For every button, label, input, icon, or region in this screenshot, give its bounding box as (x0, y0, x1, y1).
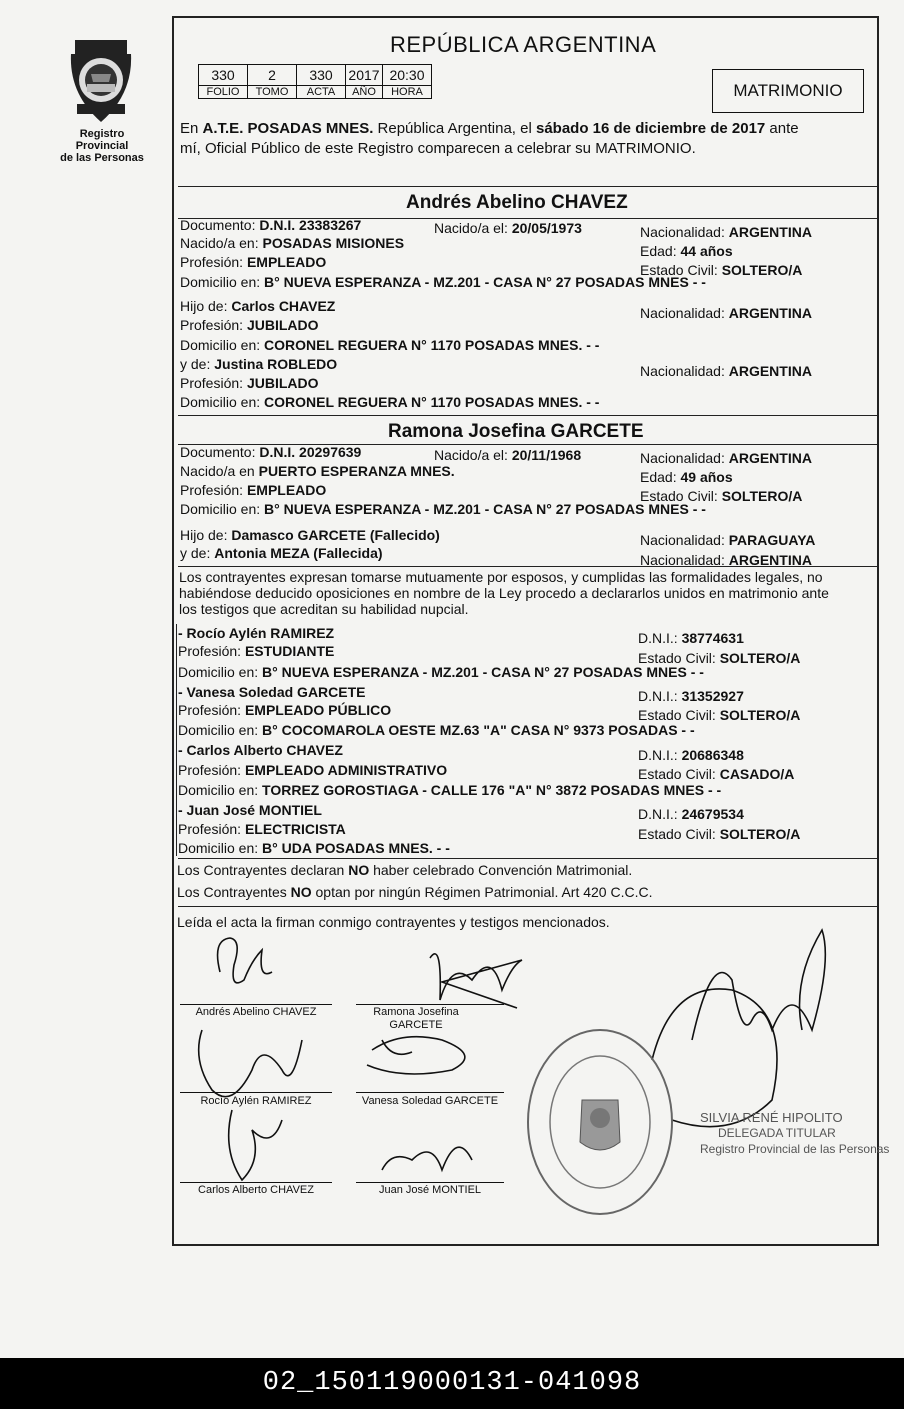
witness3-name: - Carlos Alberto CHAVEZ (178, 742, 343, 758)
spouse1-mother-address: Domicilio en: CORONEL REGUERA N° 1170 POSADAS MNES. - - (180, 394, 600, 410)
spouse1-age: Edad: 44 años (640, 243, 733, 259)
spouse1-document: Documento: D.N.I. 23383267 (180, 217, 362, 233)
spouse1-birthplace: Nacido/a en: POSADAS MISIONES (180, 235, 405, 251)
signature-scribble-4 (367, 1037, 465, 1074)
spouse2-father: Hijo de: Damasco GARCETE (Fallecido) (180, 527, 440, 543)
folio-label: FOLIO (199, 86, 248, 99)
closing-statement: Leída el acta la firman conmigo contrayentes y testigos mencionados. (177, 914, 610, 930)
official-name: SILVIA RENÉ HIPOLITO (700, 1110, 843, 1125)
witness4-name: - Juan José MONTIEL (178, 802, 322, 818)
signature-line (180, 1092, 332, 1093)
signature-scribble-1 (218, 938, 272, 983)
spouse2-mother-nationality: Nacionalidad: ARGENTINA (640, 552, 812, 568)
divider (178, 415, 879, 416)
record-type-box: MATRIMONIO (712, 69, 864, 113)
registry-caption (52, 128, 152, 164)
hora-label: HORA (383, 86, 432, 99)
hora-value: 20:30 (383, 65, 432, 86)
spouse1-father-nationality: Nacionalidad: ARGENTINA (640, 305, 812, 321)
witness3-civil-status: Estado Civil: CASADO/A (638, 766, 795, 782)
province-emblem-icon (61, 34, 143, 126)
intro-line1: En A.T.E. POSADAS MNES. República Argentina, el sábado 16 de diciembre de 2017 ante (180, 120, 799, 137)
witness2-profession: Profesión: EMPLEADO PÚBLICO (178, 702, 392, 718)
regime-statement: Los Contrayentes NO optan por ningún Régimen Patrimonial. Art 420 C.C.C. (177, 884, 653, 900)
signature-line (180, 1004, 332, 1005)
signature-name-spouse1: Andrés Abelino CHAVEZ (195, 1006, 317, 1018)
spouse1-father-address: Domicilio en: CORONEL REGUERA N° 1170 POSADAS MNES. - - (180, 337, 600, 353)
tomo-value: 2 (248, 65, 297, 86)
witness1-profession: Profesión: ESTUDIANTE (178, 643, 335, 659)
spouse2-father-nationality: Nacionalidad: PARAGUAYA (640, 532, 816, 548)
witness4-profession: Profesión: ELECTRICISTA (178, 821, 346, 837)
registry-caption-line1: Registro Provincial (75, 128, 129, 152)
declaration-line1: Los contrayentes expresan tomarse mutuamente por esposos, y cumplidas las formalidades legales, no (179, 569, 823, 585)
witness1-dni: D.N.I.: 38774631 (638, 630, 744, 646)
spouse1-father: Hijo de: Carlos CHAVEZ (180, 298, 336, 314)
convention-statement: Los Contrayentes declaran NO haber celebrado Convención Matrimonial. (177, 862, 633, 878)
intro-line2: mí, Oficial Público de este Registro comparecen a celebrar su MATRIMONIO. (180, 140, 696, 157)
witness3-address: Domicilio en: TORREZ GOROSTIAGA - CALLE 176 "A" N° 3872 POSADAS MNES - - (178, 782, 722, 798)
spouse1-birthdate: Nacido/a el: 20/05/1973 (434, 220, 582, 236)
declaration-line3: los testigos que acreditan su habilidad nupcial. (179, 601, 469, 617)
spouse1-name: Andrés Abelino CHAVEZ (406, 192, 628, 213)
signature-scribble-2 (430, 954, 522, 1008)
witness3-profession: Profesión: EMPLEADO ADMINISTRATIVO (178, 762, 448, 778)
spouse2-name: Ramona Josefina GARCETE (388, 421, 644, 442)
witness2-civil-status: Estado Civil: SOLTERO/A (638, 707, 801, 723)
tomo-label: TOMO (248, 86, 297, 99)
spouse1-civil-status: Estado Civil: SOLTERO/A (640, 262, 803, 278)
registry-table (198, 64, 432, 99)
spouse1-nationality: Nacionalidad: ARGENTINA (640, 224, 812, 240)
acta-label: ACTA (297, 86, 346, 99)
document-id-footer: 02_150119000131-041098 (0, 1358, 904, 1409)
witness-margin-line (176, 624, 177, 856)
divider (178, 906, 879, 907)
spouse2-civil-status: Estado Civil: SOLTERO/A (640, 488, 803, 504)
witness1-civil-status: Estado Civil: SOLTERO/A (638, 650, 801, 666)
spouse1-address: Domicilio en: B° NUEVA ESPERANZA - MZ.201 - CASA N° 27 POSADAS MNES - - (180, 274, 706, 290)
registry-caption-line2: de las Personas (60, 152, 144, 164)
divider (178, 566, 879, 567)
spouse1-profession: Profesión: EMPLEADO (180, 254, 327, 270)
signature-line (356, 1092, 504, 1093)
signature-name-witness1: Rocío Aylén RAMIREZ (200, 1095, 312, 1107)
document-title: REPÚBLICA ARGENTINA (390, 32, 657, 57)
signature-line (356, 1182, 504, 1183)
spouse2-mother: y de: Antonia MEZA (Fallecida) (180, 545, 383, 561)
witness2-address: Domicilio en: B° COCOMAROLA OESTE MZ.63 "A" CASA N° 9373 POSADAS - - (178, 722, 695, 738)
anio-value: 2017 (346, 65, 383, 86)
anio-label: AÑO (346, 86, 383, 99)
official-office: Registro Provincial de las Personas (700, 1142, 890, 1156)
signature-name-witness2: Vanesa Soledad GARCETE (361, 1095, 499, 1107)
spouse2-birthplace: Nacido/a en PUERTO ESPERANZA MNES. (180, 463, 455, 479)
folio-value: 330 (199, 65, 248, 86)
witness1-address: Domicilio en: B° NUEVA ESPERANZA - MZ.201 - CASA N° 27 POSADAS MNES - - (178, 664, 704, 680)
signature-name-witness3: Carlos Alberto CHAVEZ (198, 1184, 314, 1196)
signature-line (180, 1182, 332, 1183)
signature-name-spouse2-line2: GARCETE (389, 1019, 443, 1031)
witness4-civil-status: Estado Civil: SOLTERO/A (638, 826, 801, 842)
divider (178, 186, 879, 187)
signature-line (356, 1004, 504, 1005)
signature-scribble-3 (199, 1030, 302, 1097)
signature-scribble-5 (229, 1110, 282, 1180)
official-role: DELEGADA TITULAR (718, 1126, 836, 1140)
witness4-dni: D.N.I.: 24679534 (638, 806, 744, 822)
spouse2-age: Edad: 49 años (640, 469, 733, 485)
province-logo (52, 34, 152, 164)
declaration-line2: habiéndose deducido oposiciones en nombre de la Ley procedo a declararlos unidos en matrimonio ante (179, 585, 829, 601)
witness4-address: Domicilio en: B° UDA POSADAS MNES. - - (178, 840, 450, 856)
spouse1-mother: y de: Justina ROBLEDO (180, 356, 338, 372)
spouse1-mother-profession: Profesión: JUBILADO (180, 375, 319, 391)
spouse2-profession: Profesión: EMPLEADO (180, 482, 327, 498)
divider (178, 858, 879, 859)
spouse2-document: Documento: D.N.I. 20297639 (180, 444, 362, 460)
signature-scribble-6 (382, 1147, 472, 1170)
witness3-dni: D.N.I.: 20686348 (638, 747, 744, 763)
witness1-name: - Rocío Aylén RAMIREZ (178, 625, 335, 641)
signature-name-witness4: Juan José MONTIEL (378, 1184, 482, 1196)
acta-value: 330 (297, 65, 346, 86)
signature-name-spouse2-line1: Ramona Josefina (373, 1006, 459, 1018)
spouse2-birthdate: Nacido/a el: 20/11/1968 (434, 447, 582, 463)
spouse1-father-profession: Profesión: JUBILADO (180, 317, 319, 333)
spouse2-address: Domicilio en: B° NUEVA ESPERANZA - MZ.201 - CASA N° 27 POSADAS MNES - - (180, 501, 706, 517)
spouse1-mother-nationality: Nacionalidad: ARGENTINA (640, 363, 812, 379)
official-seal-stamp (520, 1022, 680, 1222)
spouse2-nationality: Nacionalidad: ARGENTINA (640, 450, 812, 466)
witness2-dni: D.N.I.: 31352927 (638, 688, 744, 704)
witness2-name: - Vanesa Soledad GARCETE (178, 684, 366, 700)
